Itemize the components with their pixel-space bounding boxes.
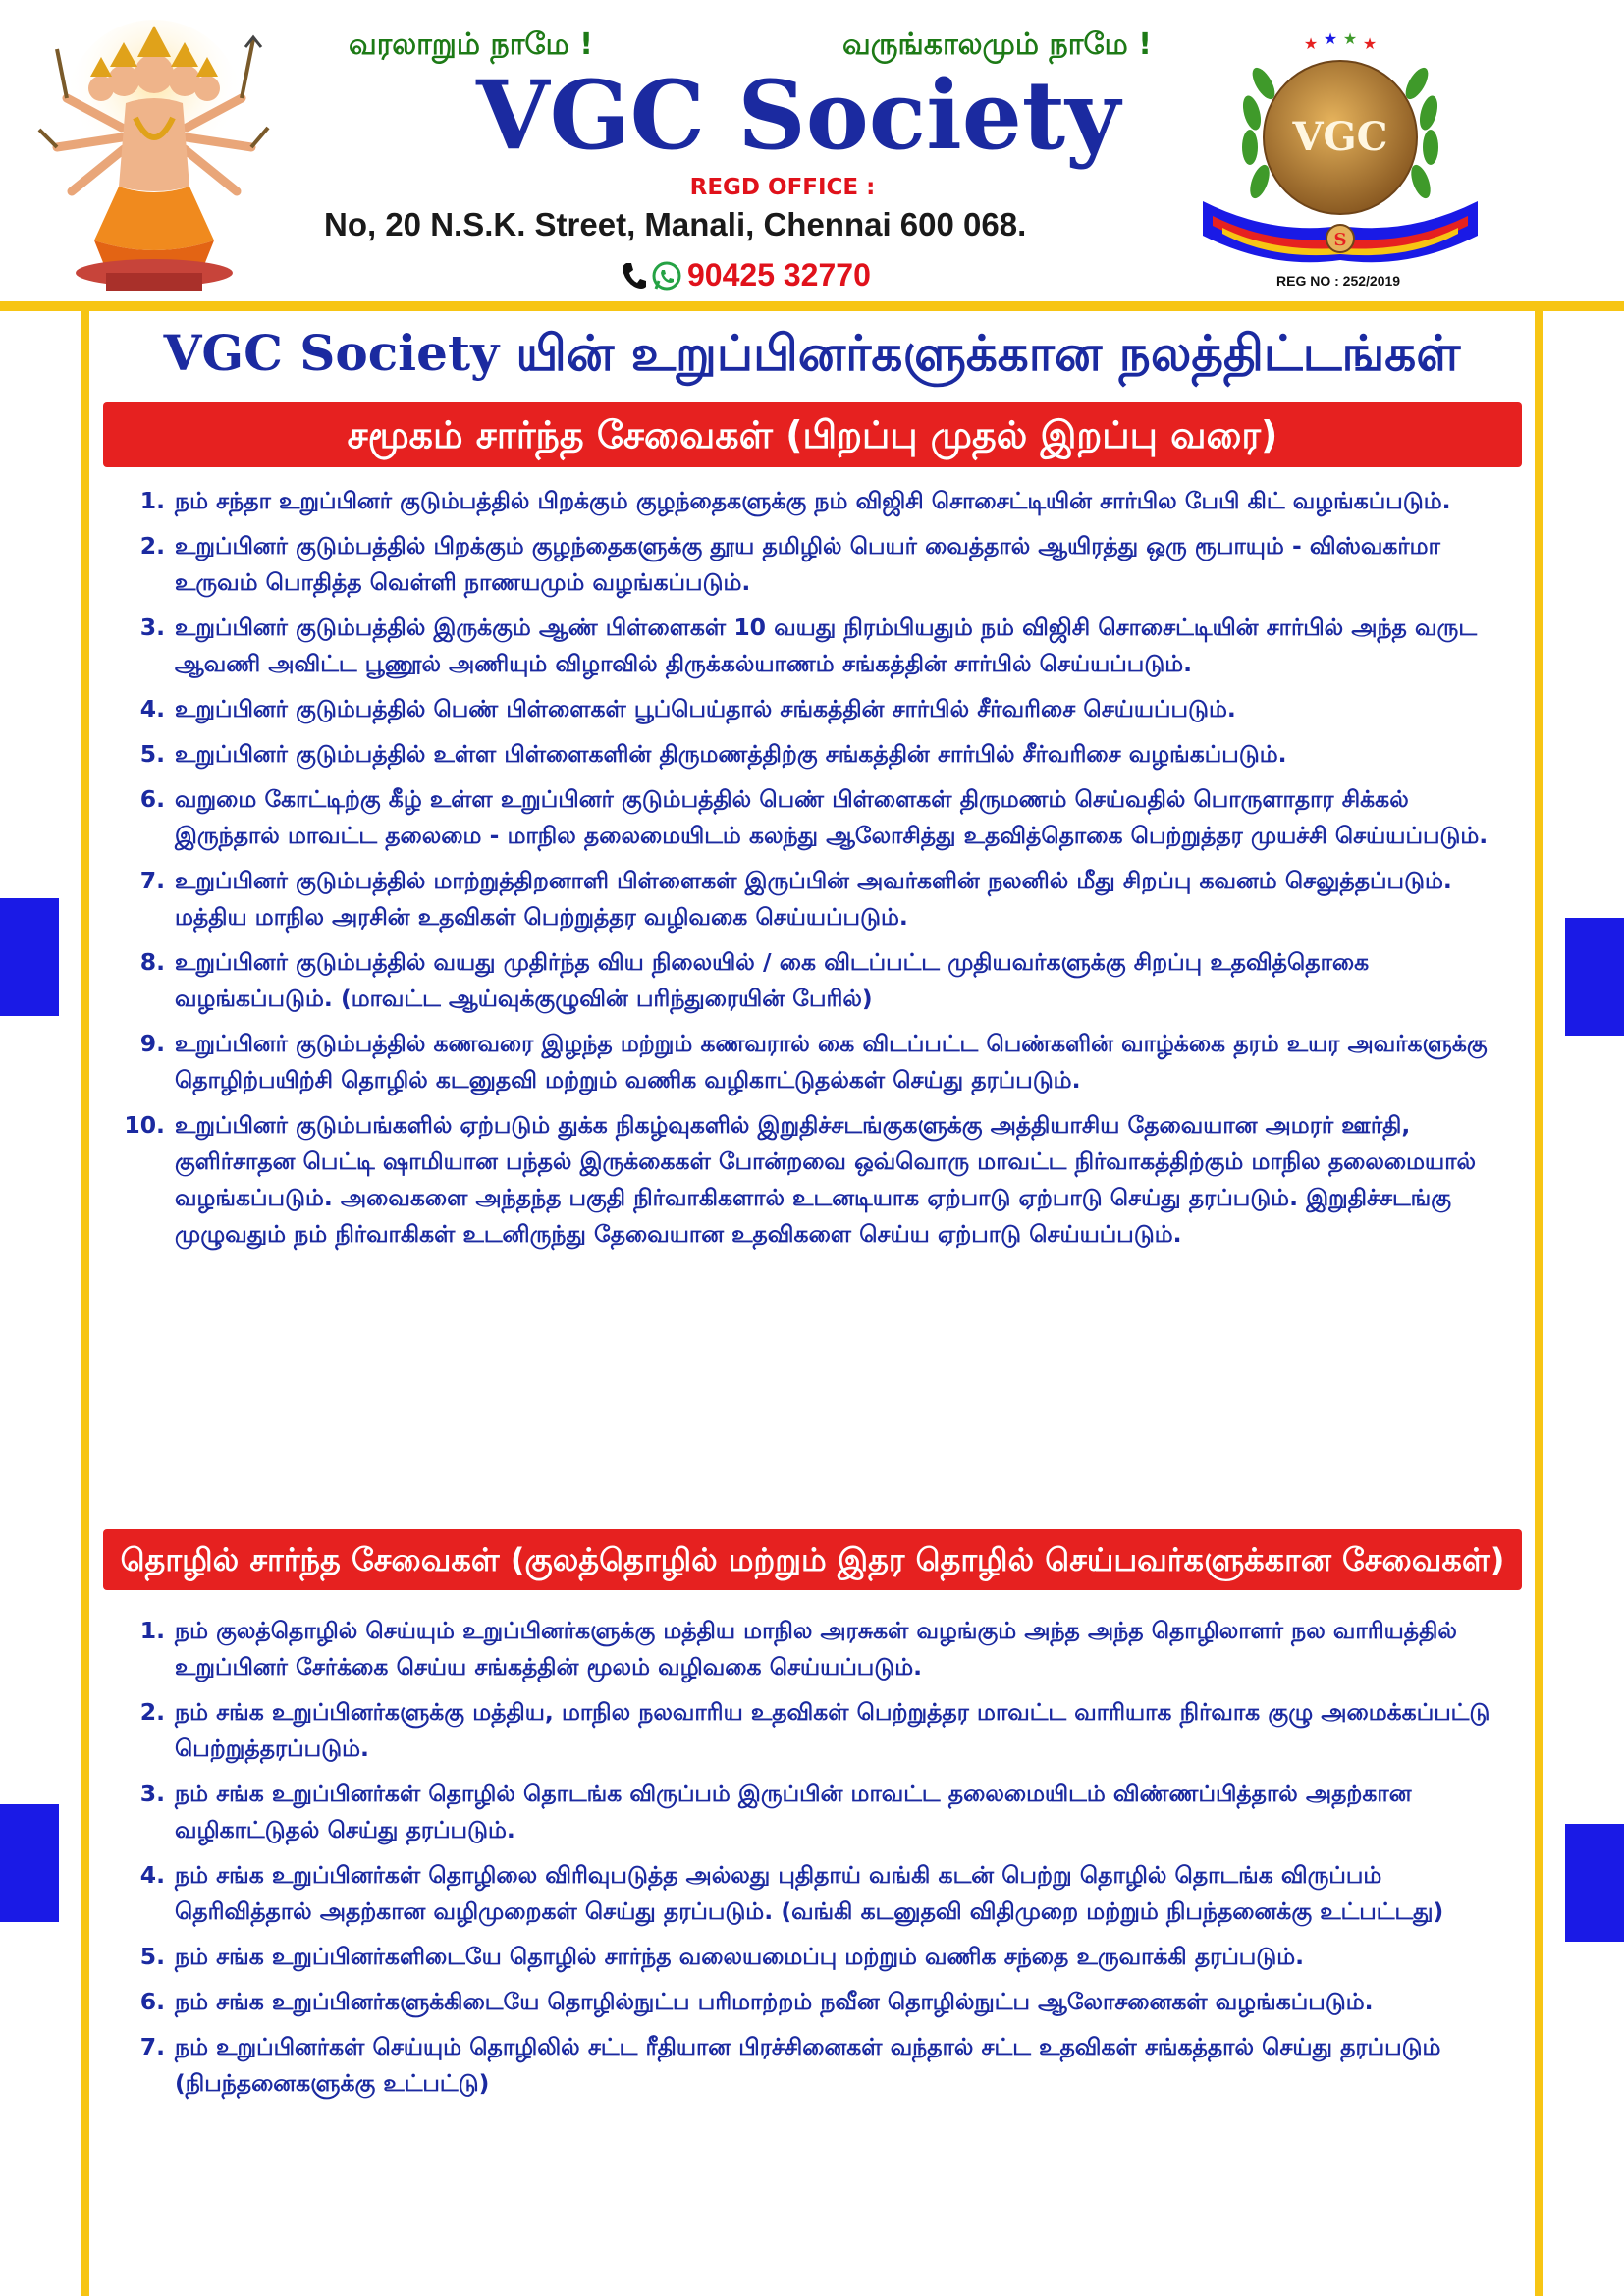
list-item-number: 5. [139,740,165,768]
list-item-text: உறுப்பினர் குடும்பத்தில் பிறக்கும் குழந்தைகளுக்கு தூய தமிழில் பெயர் வைத்தால் ஆயிரத்து ஒரு ரூபாயும் - விஸ்வகர்மா உருவம் பொதித்த வெள்ளி நாணயமும் வழங்கப்படும். [175,532,1440,596]
occupational-services-list [110,1613,1514,2110]
blue-side-tab [1565,918,1624,1036]
section-heading-occupational: தொழில் சார்ந்த சேவைகள் (குலத்தொழில் மற்றும் இதர தொழில் செய்பவர்களுக்கான சேவைகள்) [103,1529,1522,1590]
society-title: VGC Society [476,60,1120,171]
emblem-text: VGC [1292,114,1388,160]
list-item-text: உறுப்பினர் குடும்பத்தில் பெண் பிள்ளைகள் பூப்பெய்தால் சங்கத்தின் சார்பில் சீர்வரிசை செய்யப்படும். [175,695,1236,722]
frame-top-border [0,301,1624,311]
slogan-right: வருங்காலமும் நாமே ! [842,27,1152,62]
list-item-text: உறுப்பினர் குடும்பத்தில் வயது முதிர்ந்த விய நிலையில் / கை விடப்பட்ட முதியவர்களுக்கு சிறப்பு உதவித்தொகை வழங்கப்படும். (மாவட்ட ஆய்வுக்குழுவின் பரிந்துரையின் பேரில்) [175,948,1370,1012]
phone-number: 90425 32770 [687,257,871,293]
regd-office-label: REGD OFFICE : [689,175,876,200]
list-item-number: 4. [139,1861,165,1889]
section-heading-social: சமூகம் சார்ந்த சேவைகள் (பிறப்பு முதல் இறப்பு வரை) [103,402,1522,467]
list-item-text: நம் சந்தா உறுப்பினர் குடும்பத்தில் பிறக்கும் குழந்தைகளுக்கு நம் விஜிசி சொசைட்டியின் சார்பில பேபி கிட் வழங்கப்படும். [175,487,1451,514]
phone-row [621,257,871,294]
frame-right-border [1535,311,1543,2296]
list-item-number: 3. [139,1780,165,1807]
list-item-number: 6. [139,785,165,813]
list-item [110,1857,1514,1930]
list-item [110,1939,1514,1975]
list-item-number: 9. [139,1030,165,1057]
list-item [110,691,1514,727]
blue-side-tab [0,1804,59,1922]
list-item-text: நம் சங்க உறுப்பினர்களுக்கிடையே தொழில்நுட்ப பரிமாற்றம் நவீன தொழில்நுட்ப ஆலோசனைகள் வழங்கப்படும். [175,1988,1374,2015]
social-services-list [110,483,1514,1261]
list-item [110,1613,1514,1685]
list-item [110,944,1514,1017]
list-item-text: உறுப்பினர் குடும்பத்தில் கணவரை இழந்த மற்றும் கணவரால் கை விடப்பட்ட பெண்களின் வாழ்க்கை தரம் உயர அவர்களுக்கு தொழிற்பயிற்சி தொழில் கடனுதவி மற்றும் வணிக வழிகாட்டுதல்கள் செய்து தரப்படும். [175,1030,1488,1094]
list-item [110,1107,1514,1253]
list-item [110,781,1514,854]
list-item-number: 7. [139,867,165,894]
list-item-number: 1. [139,487,165,514]
list-item-number: 7. [139,2033,165,2060]
frame-left-border [81,311,89,2296]
list-item-text: நம் சங்க உறுப்பினர்களுக்கு மத்திய, மாநில நலவாரிய உதவிகள் பெற்றுத்தர மாவட்ட வாரியாக நிர்வாக குழு அமைக்கப்பட்டு பெற்றுத்தரப்படும். [175,1698,1490,1762]
list-item-text: உறுப்பினர் குடும்பத்தில் மாற்றுத்திறனாளி பிள்ளைகள் இருப்பின் அவர்களின் நலனில் மீது சிறப்பு கவனம் செலுத்தப்படும். மத்திய மாநில அரசின் உதவிகள் பெற்றுத்தர வழிவகை செய்யப்படும். [175,867,1452,931]
whatsapp-icon [652,261,681,291]
blue-side-tab [1565,1824,1624,1942]
slogan-left: வரலாறும் நாமே ! [349,27,593,62]
list-item-number: 1. [139,1617,165,1644]
registration-number: REG NO : 252/2019 [1276,273,1401,289]
list-item-text: நம் சங்க உறுப்பினர்கள் தொழிலை விரிவுபடுத்த அல்லது புதிதாய் வங்கி கடன் பெற்று தொழில் தொடங்க விருப்பம் தெரிவித்தால் அதற்கான வழிமுறைகள் செய்து தரப்படும். (வங்கி கடனுதவி விதிமுறை மற்றும் நிபந்தனைக்கு உட்பட்டது) [175,1861,1444,1925]
list-item-number: 10. [124,1111,165,1139]
list-item [110,483,1514,519]
list-item-number: 3. [139,614,165,641]
header [0,0,1624,299]
list-item [110,528,1514,601]
list-item [110,2029,1514,2102]
svg-text:★: ★ [1323,29,1338,48]
list-item-text: உறுப்பினர் குடும்பங்களில் ஏற்படும் துக்க நிகழ்வுகளில் இறுதிச்சடங்குகளுக்கு அத்தியாசிய தேவையான அமரர் ஊர்தி, குளிர்சாதன பெட்டி ஷாமியான பந்தல் இருக்கைகள் போன்றவை ஒவ்வொரு மாவட்ட நிர்வாகத்திற்கும் மாநில தலைமையால் வழங்கப்படும். அவைகளை அந்தந்த பகுதி நிர்வாகிகளால் உடனடியாக ஏற்பாடு ஏற்பாடு செய்து தரப்படும். இறுதிச்சடங்கு முழுவதும் நம் நிர்வாகிகள் உடனிருந்து தேவையான உதவிகளை செய்ய ஏற்பாடு செய்யப்படும். [175,1111,1476,1248]
list-item-text: நம் சங்க உறுப்பினர்களிடையே தொழில் சார்ந்த வலையமைப்பு மற்றும் வணிக சந்தை உருவாக்கி தரப்படும். [175,1943,1305,1970]
list-item-number: 6. [139,1988,165,2015]
list-item [110,863,1514,935]
list-item [110,610,1514,682]
blue-side-tab [0,898,59,1016]
list-item-number: 4. [139,695,165,722]
list-item-number: 2. [139,532,165,560]
svg-text:★: ★ [1342,29,1358,48]
phone-icon [621,261,646,291]
list-item-text: உறுப்பினர் குடும்பத்தில் உள்ள பிள்ளைகளின் திருமணத்திற்கு சங்கத்தின் சார்பில் சீர்வரிசை வழங்கப்படும். [175,740,1287,768]
vgc-emblem-logo [1193,25,1488,299]
list-item-text: நம் குலத்தொழில் செய்யும் உறுப்பினர்களுக்கு மத்திய மாநில அரசுகள் வழங்கும் அந்த அந்த தொழிலாளர் நல வாரியத்தில் உறுப்பினர் சேர்க்கை செய்ய சங்கத்தின் மூலம் வழிவகை செய்யப்படும். [175,1617,1457,1681]
list-item-text: வறுமை கோட்டிற்கு கீழ் உள்ள உறுப்பினர் குடும்பத்தில் பெண் பிள்ளைகள் திருமணம் செய்வதில் பொருளாதார சிக்கல் இருந்தால் மாவட்ட தலைமை - மாநில தலைமையிடம் கலந்து ஆலோசித்து உதவித்தொகை பெற்றுத்தர முயச்சி செய்யப்படும். [175,785,1489,849]
list-item [110,1694,1514,1767]
list-item-text: நம் சங்க உறுப்பினர்கள் தொழில் தொடங்க விருப்பம் இருப்பின் மாவட்ட தலைமையிடம் விண்ணப்பித்தால் அதற்கான வழிகாட்டுதல் செய்து தரப்படும். [175,1780,1412,1843]
office-address: No, 20 N.S.K. Street, Manali, Chennai 600 068. [324,206,1027,242]
emblem-badge: S [1333,230,1347,250]
list-item [110,1984,1514,2020]
list-item-text: நம் உறுப்பினர்கள் செய்யும் தொழிலில் சட்ட ரீதியான பிரச்சினைகள் வந்தால் சட்ட உதவிகள் சங்கத்தால் செய்து தரப்படும் (நிபந்தனைகளுக்கு உட்பட்டு) [175,2033,1441,2097]
list-item [110,1026,1514,1098]
list-item-number: 2. [139,1698,165,1726]
page-title: VGC Society யின் உறுப்பினர்களுக்கான நலத்திட்டங்கள் [163,324,1461,382]
list-item-text: உறுப்பினர் குடும்பத்தில் இருக்கும் ஆண் பிள்ளைகள் 10 வயது நிரம்பியதும் நம் விஜிசி சொசைட்டியின் சார்பில் அந்த வருட ஆவணி அவிட்ட பூணூல் அணியும் விழாவில் திருக்கல்யாணம் சங்கத்தின் சார்பில் செய்யப்படும். [175,614,1478,677]
svg-text:★: ★ [1362,34,1378,53]
svg-text:★: ★ [1303,34,1319,53]
list-item [110,1776,1514,1848]
list-item-number: 5. [139,1943,165,1970]
list-item [110,736,1514,773]
list-item-number: 8. [139,948,165,976]
